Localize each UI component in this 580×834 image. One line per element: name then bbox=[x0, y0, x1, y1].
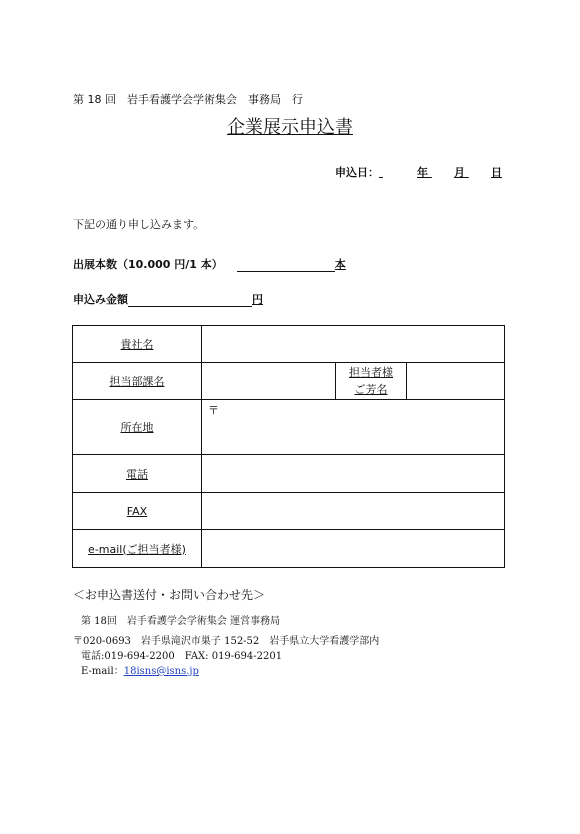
fax-field[interactable] bbox=[202, 493, 505, 530]
contact-person-label-line1: 担当者様 bbox=[349, 366, 393, 379]
table-row bbox=[73, 326, 505, 363]
application-date-line bbox=[335, 164, 502, 180]
month-label: 月 bbox=[454, 166, 465, 179]
contact-email-label: E-mail： bbox=[81, 666, 124, 677]
address-label: 所在地 bbox=[73, 400, 202, 455]
contact-heading: ＜お申込書送付・お問い合わせ先＞ bbox=[73, 588, 266, 602]
page-title: 企業展示申込書 bbox=[227, 117, 353, 138]
amount-blank[interactable] bbox=[128, 294, 252, 307]
email-field[interactable] bbox=[202, 530, 505, 568]
table-row bbox=[73, 363, 505, 400]
day-blank[interactable] bbox=[465, 166, 491, 179]
department-field[interactable] bbox=[202, 363, 336, 400]
table-row bbox=[73, 400, 505, 455]
table-row bbox=[73, 530, 505, 568]
amount-line bbox=[73, 291, 263, 307]
company-name-field[interactable] bbox=[202, 326, 505, 363]
company-name-label: 貴社名 bbox=[73, 326, 202, 363]
postal-mark: 〒 bbox=[208, 404, 219, 417]
table-row bbox=[73, 455, 505, 493]
email-label: e-mail(ご担当者様) bbox=[73, 530, 202, 568]
exhibit-count-unit: 本 bbox=[334, 258, 346, 271]
fax-label: FAX bbox=[73, 493, 202, 530]
contact-phone-fax: 電話:019-694-2200 FAX: 019-694-2201 bbox=[81, 651, 283, 662]
day-label: 日 bbox=[491, 166, 502, 179]
contact-email-link[interactable]: 18isns@isns.jp bbox=[123, 666, 199, 677]
month-blank[interactable] bbox=[428, 166, 454, 179]
phone-field[interactable] bbox=[202, 455, 505, 493]
contact-person-label-line2: ご芳名 bbox=[354, 383, 388, 396]
addressee-line: 第 18 回 岩手看護学会学術集会 事務局 行 bbox=[73, 93, 303, 106]
contact-person-label bbox=[336, 363, 407, 400]
exhibit-count-line bbox=[73, 256, 346, 272]
amount-unit: 円 bbox=[252, 293, 263, 306]
exhibit-count-blank[interactable] bbox=[237, 259, 335, 272]
address-field[interactable] bbox=[202, 400, 505, 455]
contact-email-line bbox=[81, 662, 199, 677]
exhibit-count-label: 出展本数（10.000 円/1 本） bbox=[73, 258, 223, 271]
phone-label: 電話 bbox=[73, 455, 202, 493]
department-label: 担当部課名 bbox=[73, 363, 202, 400]
application-form-table bbox=[72, 325, 505, 568]
year-label: 年 bbox=[417, 166, 428, 179]
table-row bbox=[73, 493, 505, 530]
intro-text: 下記の通り申し込みます。 bbox=[73, 218, 205, 231]
contact-organization: 第 18回 岩手看護学会学術集会 運営事務局 bbox=[81, 616, 281, 627]
contact-address: 〒020-0693 岩手県滝沢市巣子 152-52 岩手県立大学看護学部内 bbox=[73, 636, 380, 647]
year-blank[interactable] bbox=[379, 166, 417, 179]
contact-person-field[interactable] bbox=[407, 363, 505, 400]
amount-label: 申込み金額 bbox=[73, 293, 128, 306]
application-date-label: 申込日： bbox=[335, 166, 379, 179]
